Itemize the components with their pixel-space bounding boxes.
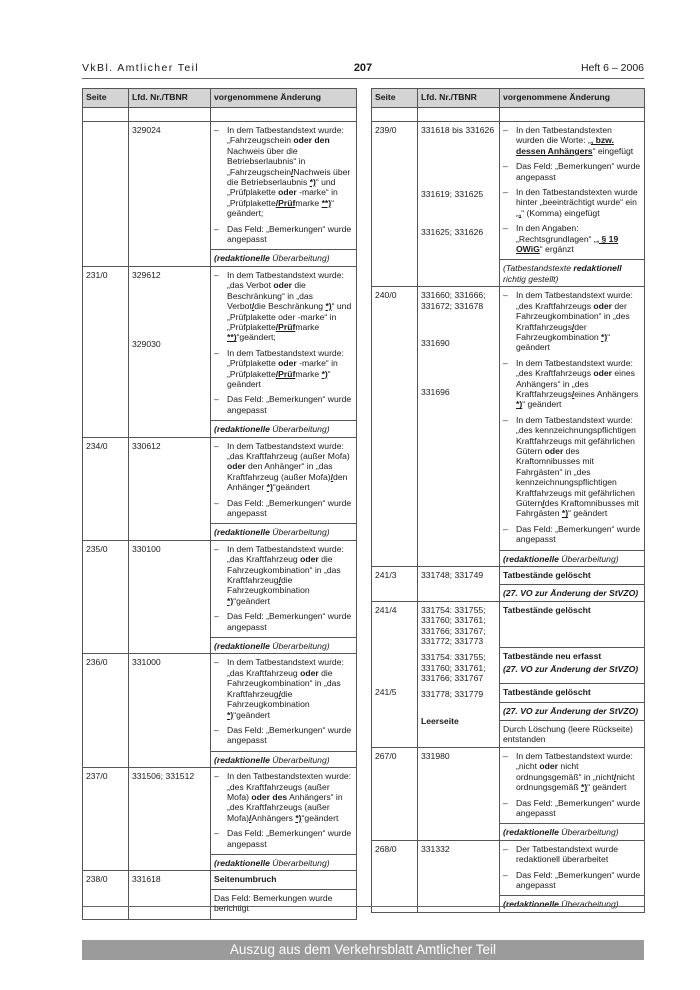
- table-row: [372, 287, 645, 567]
- table-row: [372, 122, 645, 287]
- lfd-cell: 331660; 331666; 331672; 331678 331690 331696: [418, 287, 500, 567]
- table-row: [372, 601, 645, 747]
- table-row: [83, 437, 357, 540]
- table-row: [83, 871, 357, 919]
- table-spacer-row: [83, 108, 357, 122]
- seite-cell: 267/0: [372, 747, 418, 840]
- lfd-cell: 330612: [129, 437, 211, 540]
- col-header-lfd: Lfd. Nr./TBNR: [129, 89, 211, 108]
- col-header-seite: Seite: [372, 89, 418, 108]
- seite-cell: 235/0: [83, 540, 129, 654]
- running-header: [82, 62, 644, 76]
- seite-cell: 239/0: [372, 122, 418, 287]
- seite-cell: 238/0: [83, 871, 129, 919]
- table-row: [83, 768, 357, 871]
- seite-cell: 241/3: [372, 567, 418, 602]
- table-row: [83, 122, 357, 267]
- page-number: 207: [353, 62, 373, 74]
- col-header-change: vorgenommene Änderung: [211, 89, 357, 108]
- seite-cell: 237/0: [83, 768, 129, 871]
- table-row: [83, 540, 357, 654]
- lfd-cell: 331754: 331755; 331760; 331761; 331766; 331767; 331772; 331773 331754: 331755; 331760; 331761; 331766; 331767 331778; 331779 Leerseite: [418, 601, 500, 747]
- lfd-cell: 330100: [129, 540, 211, 654]
- change-cell: – Der Tatbestandstext wurde redaktionell überarbeitet – Das Feld: „Bemerkungen“ wurde angepasst (redaktionelle Überarbeitung): [500, 840, 645, 912]
- change-cell: – In dem Tatbestandstext wurde: „das Verbot oder die Beschränkung“ in „das Verbot/die Beschränkung *)“ und „Prüfplakette oder -marke“ in „Prüfplakette/Prüfmarke **)“geändert; – In dem Tatbestandstext wurde: „Prüfplakette oder -marke“ in „Prüfplakette/Prüfmarke *)“ geändert – Das Feld: „Bemerkungen“ wurde angepasst (redaktionelle Überarbeitung): [211, 266, 357, 437]
- header-rule: [82, 78, 644, 79]
- seite-cell: 241/4 241/5: [372, 601, 418, 747]
- lfd-cell: 331506; 331512: [129, 768, 211, 871]
- seite-cell: 240/0: [372, 287, 418, 567]
- seite-cell: 236/0: [83, 654, 129, 768]
- table-row: [372, 567, 645, 602]
- col-header-lfd: Lfd. Nr./TBNR: [418, 89, 500, 108]
- changes-table-right: [371, 88, 645, 913]
- change-cell: Tatbestände gelöscht (27. VO zur Änderung der StVZO): [500, 567, 645, 602]
- col-header-change: vorgenommene Änderung: [500, 89, 645, 108]
- lfd-cell: 331332: [418, 840, 500, 912]
- change-cell: – In dem Tatbestandstext wurde: „des Kraftfahrzeugs oder der Fahrzeugkombination“ in „des Kraftfahrzeugs/der Fahrzeugkombination *)“ geändert – In dem Tatbestandstext wurde: „des Kraftfahrzeugs oder eines Anhängers“ in „des Kraftfahrzeugs/eines Anhängers *)“ geändert – In dem Tatbestandstext wurde: „des kennzeichnungspflichtigen Kraftfahrzeugs mit gefährlichen Gütern oder des Kraftomnibusses mit Fahrgästen“ in „des kennzeichnungspflichtigen Kraftfahrzeugs mit gefährlichen Gütern/des Kraftomnibusses mit Fahrgästen *)“ geändert – Das Feld: „Bemerkungen“ wurde angepasst (redaktionelle Überarbeitung): [500, 287, 645, 567]
- lfd-cell: 329612 329030: [129, 266, 211, 437]
- seite-cell: 234/0: [83, 437, 129, 540]
- footer-rule: [82, 906, 644, 907]
- change-cell: – In dem Tatbestandstext wurde: „das Kraftfahrzeug (außer Mofa) oder den Anhänger“ in „das Kraftfahrzeug (außer Mofa)/den Anhänger *)“geändert – Das Feld: „Bemerkungen“ wurde angepasst (redaktionelle Überarbeitung): [211, 437, 357, 540]
- changes-table-left: [82, 88, 357, 920]
- change-cell: – In dem Tatbestandstext wurde: „nicht oder nicht ordnungsgemäß“ in „nicht/nicht ordnungsgemäß *)“ geändert – Das Feld: „Bemerkungen“ wurde angepasst (redaktionelle Überarbeitung): [500, 747, 645, 840]
- lfd-cell: 331618 bis 331626 331619; 331625 331625; 331626: [418, 122, 500, 287]
- lfd-cell: 329024: [129, 122, 211, 267]
- lfd-cell: 331000: [129, 654, 211, 768]
- seite-cell: 268/0: [372, 840, 418, 912]
- lfd-cell: 331618: [129, 871, 211, 919]
- table-row: [372, 840, 645, 912]
- seite-cell: 231/0: [83, 266, 129, 437]
- change-cell: – In dem Tatbestandstext wurde: „das Kraftfahrzeug oder die Fahrzeugkombination“ in „das Kraftfahrzeug/die Fahrzeugkombination *)“geändert – Das Feld: „Bemerkungen“ wurde angepasst (redaktionelle Überarbeitung): [211, 654, 357, 768]
- change-cell: Tatbestände gelöscht Tatbestände neu erfasst (27. VO zur Änderung der StVZO) Tatbestände gelöscht (27. VO zur Änderung der StVZO) Durch Löschung (leere Rückseite) entstanden: [500, 601, 645, 747]
- col-header-seite: Seite: [83, 89, 129, 108]
- change-cell: – In dem Tatbestandstext wurde: „Fahrzeugschein oder den Nachweis über die Betriebserlaubnis“ in „Fahrzeugschein/Nachweis über die Betriebserlaubnis *)“ und „Prüfplakette oder -marke“ in „Prüfplakette/Prüfmarke **)“ geändert; – Das Feld: „Bemerkungen“ wurde angepasst (redaktionelle Überarbeitung): [211, 122, 357, 267]
- issue-label: Heft 6 – 2006: [580, 62, 644, 74]
- change-cell: – In dem Tatbestandstext wurde: „das Kraftfahrzeug oder die Fahrzeugkombination“ in „das Kraftfahrzeug/die Fahrzeugkombination *)“geändert – Das Feld: „Bemerkungen“ wurde angepasst (redaktionelle Überarbeitung): [211, 540, 357, 654]
- change-cell: – In den Tatbestandstexten wurden die Worte: „, bzw. dessen Anhängers“ eingefügt – Das Feld: „Bemerkungen“ wurde angepasst – In den Tatbestandstexten wurde hinter „beeinträchtigt wurde“ ein „,“ (Komma) eingefügt – In den Angaben: „Rechtsgrundlagen“ „, § 19 OWiG“ ergänzt (Tatbestandstexte redaktionell richtig gestellt): [500, 122, 645, 287]
- lfd-cell: 331980: [418, 747, 500, 840]
- table-spacer-row: [372, 108, 645, 122]
- change-cell: – In den Tatbestandstexten wurde: „des Kraftfahrzeugs (außer Mofa) oder des Anhängers“ in „des Kraftfahrzeugs (außer Mofa)/Anhängers *)“geändert – Das Feld: „Bemerkungen“ wurde angepasst (redaktionelle Überarbeitung): [211, 768, 357, 871]
- change-cell: Seitenumbruch Das Feld: Bemerkungen wurde berichtigt: [211, 871, 357, 919]
- table-row: [83, 266, 357, 437]
- page-footer-banner: Auszug aus dem Verkehrsblatt Amtlicher Teil: [82, 940, 644, 960]
- lfd-cell: 331748; 331749: [418, 567, 500, 602]
- table-row: [372, 747, 645, 840]
- table-row: [83, 654, 357, 768]
- table-header-row: [83, 89, 357, 108]
- journal-name: VkBl. Amtlicher Teil: [82, 62, 200, 74]
- table-header-row: [372, 89, 645, 108]
